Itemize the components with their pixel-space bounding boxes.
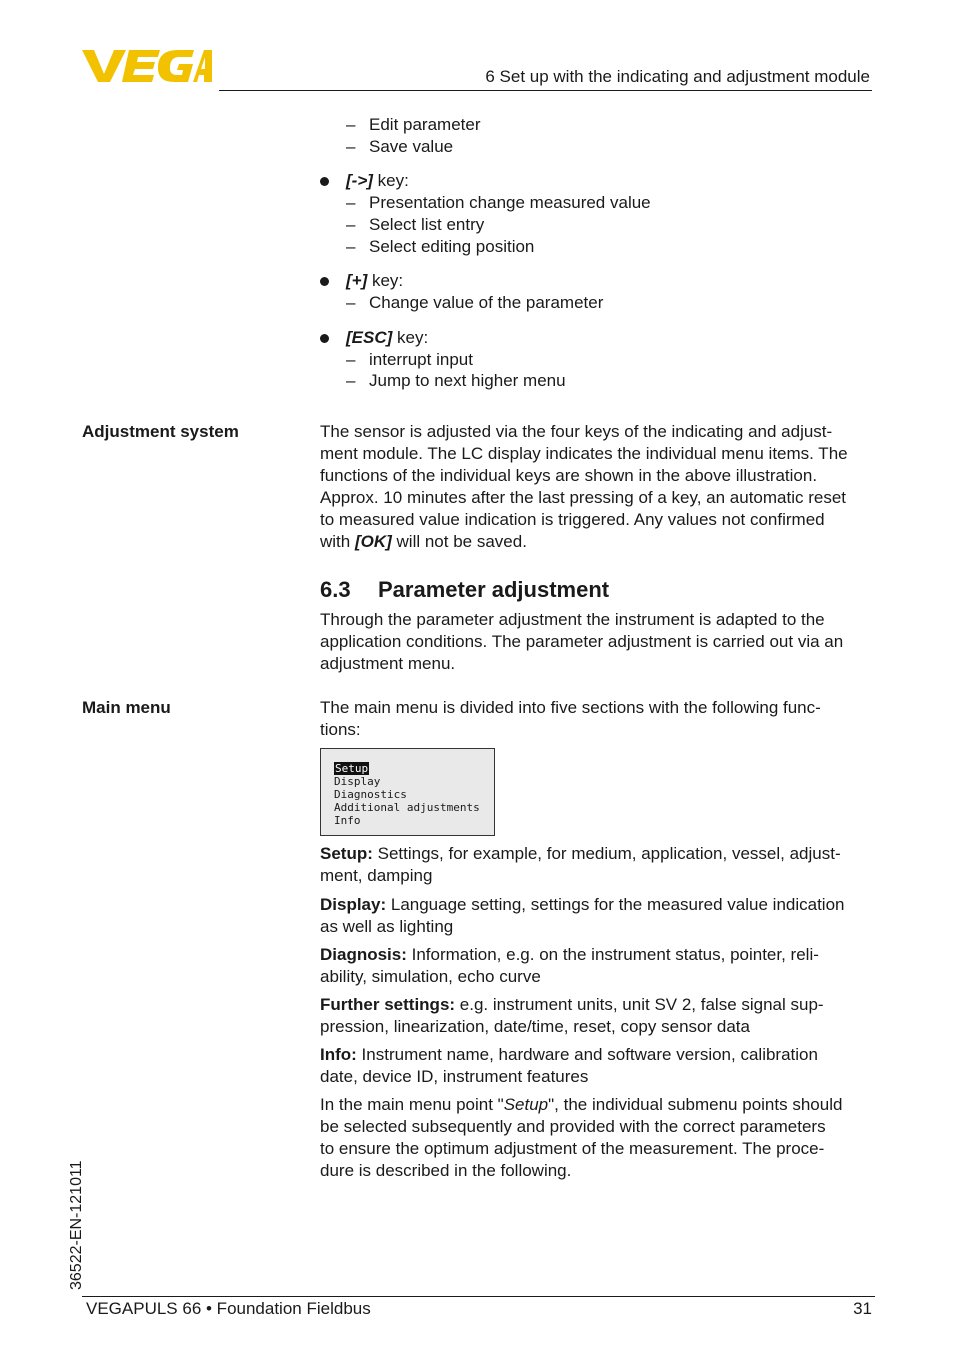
display-menu-item-diagnostics: Diagnostics bbox=[334, 788, 407, 801]
text-line: pression, linearization, date/time, reset, copy sensor data bbox=[320, 1017, 750, 1036]
list-item: Edit parameter bbox=[369, 115, 481, 134]
bullet-icon bbox=[320, 177, 329, 186]
text-line: ability, simulation, echo curve bbox=[320, 967, 541, 986]
footer-rule bbox=[82, 1296, 875, 1297]
text-line: ment module. The LC display indicates the individual menu items. The bbox=[320, 444, 848, 463]
text-fragment: Settings, for example, for medium, application, vessel, adjust- bbox=[372, 844, 841, 863]
bullet-icon bbox=[320, 334, 329, 343]
text-line bbox=[320, 1044, 876, 1066]
dash-symbol: – bbox=[346, 350, 356, 369]
desc-term: Setup: bbox=[320, 844, 373, 863]
key-arrow-label bbox=[346, 170, 409, 192]
text-line: as well as lighting bbox=[320, 917, 454, 936]
section-intro bbox=[320, 609, 876, 675]
key-esc-label bbox=[346, 327, 428, 349]
text-line: to ensure the optimum adjustment of the measurement. The proce- bbox=[320, 1139, 825, 1158]
text-line: Through the parameter adjustment the instrument is adapted to the bbox=[320, 610, 825, 629]
display-menu-item-info: Info bbox=[334, 814, 361, 827]
section-number: 6.3 bbox=[320, 577, 351, 602]
text-line: The sensor is adjusted via the four keys of the indicating and adjust- bbox=[320, 422, 833, 441]
key-name: [+] bbox=[346, 271, 368, 290]
text-fragment: with bbox=[320, 532, 355, 551]
dash-symbol: – bbox=[346, 293, 356, 312]
desc-display bbox=[320, 894, 876, 938]
list-item: Select editing position bbox=[369, 237, 535, 256]
text-line: The main menu is divided into five sections with the following func- bbox=[320, 698, 821, 717]
key-suffix: key: bbox=[372, 171, 409, 190]
text-line bbox=[320, 944, 876, 966]
list-item: Change value of the parameter bbox=[369, 293, 604, 312]
text-fragment: will not be saved. bbox=[391, 532, 527, 551]
text-line: application conditions. The parameter adjustment is carried out via an bbox=[320, 632, 844, 651]
adjustment-system-label: Adjustment system bbox=[82, 422, 239, 441]
key-suffix: key: bbox=[392, 328, 429, 347]
display-menu-list bbox=[334, 762, 480, 827]
dash-symbol: – bbox=[346, 237, 356, 256]
text-line bbox=[320, 894, 876, 916]
key-suffix: key: bbox=[367, 271, 404, 290]
chapter-title: 6 Set up with the indicating and adjustment module bbox=[485, 67, 870, 86]
text-fragment: Instrument name, hardware and software version, calibration bbox=[356, 1045, 818, 1064]
page-number: 31 bbox=[853, 1299, 872, 1318]
text-line: be selected subsequently and provided with the correct parameters bbox=[320, 1117, 826, 1136]
display-menu-item-setup: Setup bbox=[335, 762, 369, 775]
text-line: adjustment menu. bbox=[320, 654, 456, 673]
bullet-icon bbox=[320, 277, 329, 286]
list-item: interrupt input bbox=[369, 350, 473, 369]
text-line bbox=[320, 531, 876, 553]
document-id: 36522-EN-121011 bbox=[68, 1160, 85, 1290]
list-item: Presentation change measured value bbox=[369, 193, 651, 212]
desc-term: Info: bbox=[320, 1045, 357, 1064]
emphasis: Setup bbox=[503, 1095, 549, 1114]
desc-term: Further settings: bbox=[320, 995, 456, 1014]
text-line bbox=[320, 1094, 876, 1116]
adjustment-system-text bbox=[320, 421, 876, 553]
desc-further-settings bbox=[320, 994, 876, 1038]
text-line bbox=[320, 843, 876, 865]
text-line bbox=[320, 994, 876, 1016]
lc-display-screenshot bbox=[320, 748, 495, 836]
list-item: Select list entry bbox=[369, 215, 485, 234]
dash-symbol: – bbox=[346, 371, 356, 390]
text-fragment: Language setting, settings for the measured value indication bbox=[386, 895, 845, 914]
display-menu-item-display: Display bbox=[334, 775, 381, 788]
dash-symbol: – bbox=[346, 137, 356, 156]
main-menu-label: Main menu bbox=[82, 698, 171, 717]
desc-term: Display: bbox=[320, 895, 387, 914]
key-name: [->] bbox=[346, 171, 373, 190]
vega-logo bbox=[82, 50, 212, 84]
list-item: Save value bbox=[369, 137, 454, 156]
key-name: [ESC] bbox=[346, 328, 393, 347]
section-title: Parameter adjustment bbox=[378, 577, 610, 602]
text-line: tions: bbox=[320, 720, 361, 739]
text-line: to measured value indication is triggered. Any values not confirmed bbox=[320, 510, 825, 529]
text-fragment: ", the individual submenu points should bbox=[548, 1095, 843, 1114]
text-line: dure is described in the following. bbox=[320, 1161, 572, 1180]
desc-diagnosis bbox=[320, 944, 876, 988]
header-rule bbox=[219, 90, 872, 91]
display-menu-item-additional: Additional adjustments bbox=[334, 801, 480, 814]
desc-info bbox=[320, 1044, 876, 1088]
key-plus-label bbox=[346, 270, 403, 292]
dash-symbol: – bbox=[346, 115, 356, 134]
desc-setup bbox=[320, 843, 876, 887]
main-menu-intro bbox=[320, 697, 876, 741]
main-menu-closing bbox=[320, 1094, 876, 1182]
text-fragment: e.g. instrument units, unit SV 2, false signal sup- bbox=[455, 995, 824, 1014]
section-heading bbox=[320, 576, 609, 604]
text-fragment: Information, e.g. on the instrument status, pointer, reli- bbox=[406, 945, 819, 964]
footer-product: VEGAPULS 66 • Foundation Fieldbus bbox=[86, 1299, 371, 1318]
text-line: ment, damping bbox=[320, 866, 433, 885]
text-line: functions of the individual keys are shown in the above illustration. bbox=[320, 466, 818, 485]
text-line: date, device ID, instrument features bbox=[320, 1067, 589, 1086]
dash-symbol: – bbox=[346, 215, 356, 234]
dash-symbol: – bbox=[346, 193, 356, 212]
desc-term: Diagnosis: bbox=[320, 945, 407, 964]
text-line: Approx. 10 minutes after the last pressing of a key, an automatic reset bbox=[320, 488, 847, 507]
key-name: [OK] bbox=[354, 532, 392, 551]
text-fragment: In the main menu point " bbox=[320, 1095, 504, 1114]
list-item: Jump to next higher menu bbox=[369, 371, 566, 390]
